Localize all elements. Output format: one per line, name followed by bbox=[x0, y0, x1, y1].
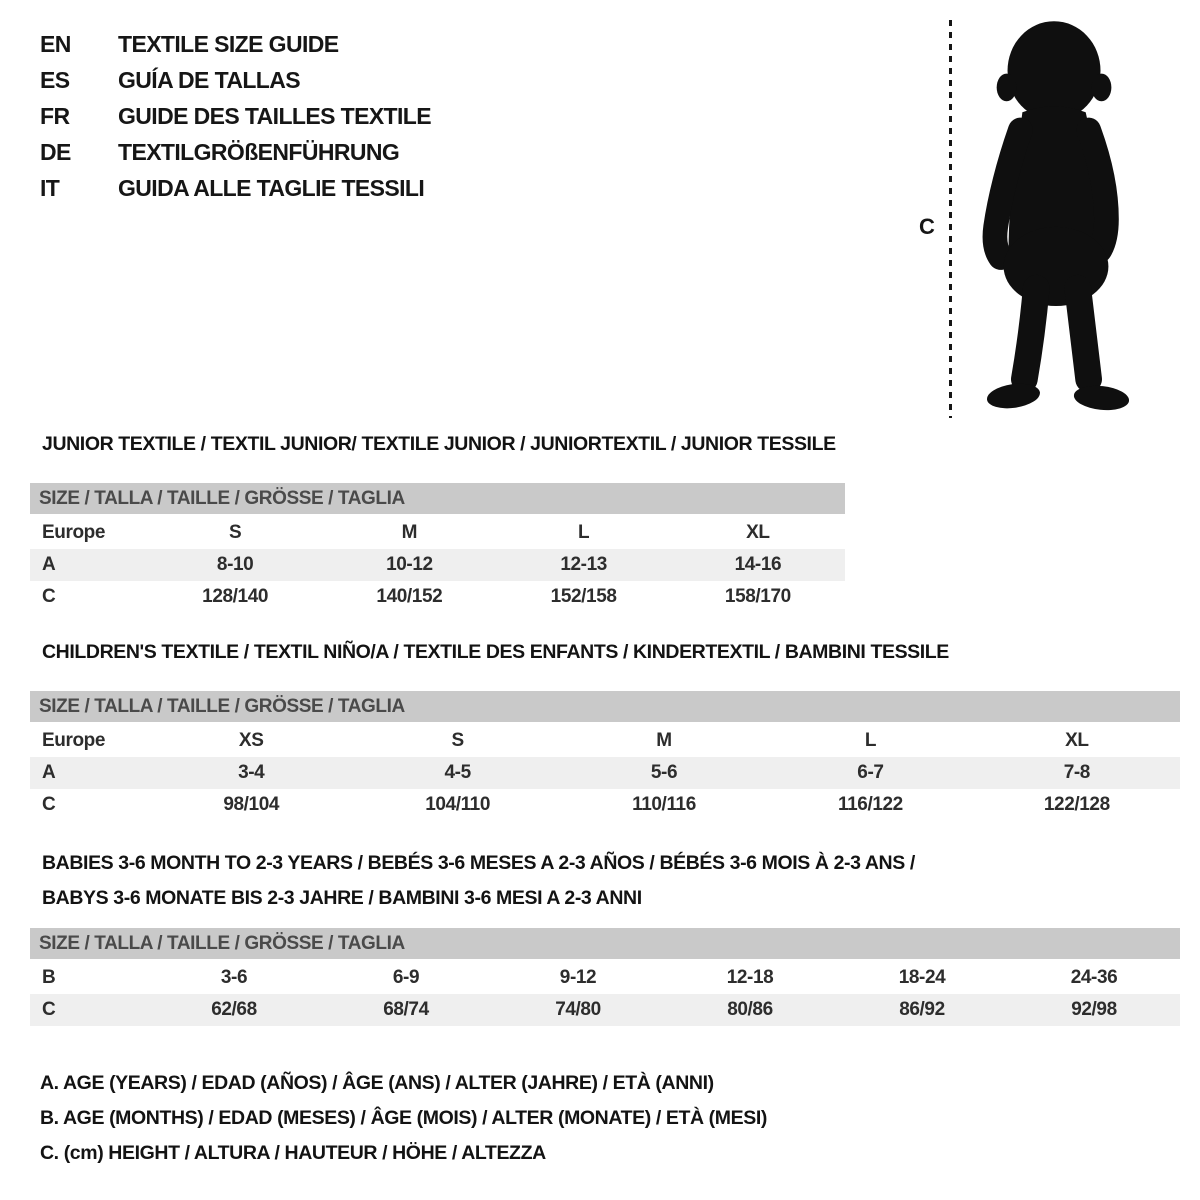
language-code: IT bbox=[40, 174, 60, 201]
size-cell: 158/170 bbox=[724, 586, 791, 607]
language-title: GUIDE DES TAILLES TEXTILE bbox=[118, 102, 431, 129]
size-cell: 5-6 bbox=[650, 762, 678, 783]
row-label: C bbox=[42, 794, 56, 815]
size-table bbox=[30, 483, 845, 613]
section-title-line: CHILDREN'S TEXTILE / TEXTIL NIÑO/A / TEXTILE DES ENFANTS / KINDERTEXTIL / BAMBINI TESSILE bbox=[42, 641, 949, 663]
size-cell: 18-24 bbox=[898, 967, 946, 988]
size-table bbox=[30, 928, 1180, 1026]
size-cell: S bbox=[228, 522, 242, 543]
size-cell: 98/104 bbox=[223, 794, 280, 815]
language-row bbox=[40, 98, 431, 134]
size-cell: 8-10 bbox=[216, 554, 254, 575]
toddler-silhouette-icon bbox=[967, 14, 1145, 422]
table-row-europe bbox=[30, 725, 1180, 757]
size-cell: 7-8 bbox=[1063, 762, 1090, 783]
row-label: C bbox=[42, 586, 56, 607]
section-title-line: JUNIOR TEXTILE / TEXTIL JUNIOR/ TEXTILE JUNIOR / JUNIORTEXTIL / JUNIOR TESSILE bbox=[42, 433, 836, 455]
size-cell: 74/80 bbox=[555, 999, 601, 1020]
size-cell: 92/98 bbox=[1071, 999, 1117, 1020]
language-list bbox=[40, 26, 431, 206]
section-childrens-textile bbox=[30, 640, 1180, 821]
section-babies-textile bbox=[30, 846, 1180, 1026]
size-cell: 4-5 bbox=[444, 762, 471, 783]
language-code: EN bbox=[40, 30, 71, 57]
size-cell: 152/158 bbox=[550, 586, 617, 607]
language-code: DE bbox=[40, 138, 71, 165]
size-cell: 6-9 bbox=[392, 967, 420, 988]
dashed-measure-line bbox=[949, 20, 952, 418]
language-title: TEXTILE SIZE GUIDE bbox=[118, 30, 339, 57]
table-row-a bbox=[30, 757, 1180, 789]
section-title-line: BABIES 3-6 MONTH TO 2-3 YEARS / BEBÉS 3-6 MESES A 2-3 AÑOS / BÉBÉS 3-6 MOIS À 2-3 ANS / bbox=[42, 852, 915, 874]
legend-line: A. AGE (YEARS) / EDAD (AÑOS) / ÂGE (ANS) / ALTER (JAHRE) / ETÀ (ANNI) bbox=[40, 1072, 714, 1094]
size-cell: 24-36 bbox=[1070, 967, 1118, 988]
section-title bbox=[42, 846, 1180, 916]
size-cell: 122/128 bbox=[1043, 794, 1110, 815]
table-row-c bbox=[30, 789, 1180, 821]
size-cell: L bbox=[578, 522, 590, 543]
language-title: TEXTILGRÖßENFÜHRUNG bbox=[118, 138, 400, 165]
language-code: ES bbox=[40, 66, 70, 93]
row-label: B bbox=[42, 967, 56, 988]
size-cell: S bbox=[451, 730, 464, 751]
table-row-a bbox=[30, 549, 845, 581]
language-title: GUIDA ALLE TAGLIE TESSILI bbox=[118, 174, 425, 201]
size-cell: 12-13 bbox=[560, 554, 607, 575]
size-cell: M bbox=[401, 522, 418, 543]
language-title: GUÍA DE TALLAS bbox=[118, 66, 300, 93]
section-title-line: BABYS 3-6 MONATE BIS 2-3 JAHRE / BAMBINI 3-6 MESI A 2-3 ANNI bbox=[42, 887, 642, 909]
size-cell: 6-7 bbox=[857, 762, 884, 783]
size-cell: 9-12 bbox=[559, 967, 597, 988]
size-cell: XS bbox=[238, 730, 264, 751]
table-header-bar: SIZE / TALLA / TAILLE / GRÖSSE / TAGLIA bbox=[30, 483, 845, 514]
language-code: FR bbox=[40, 102, 70, 129]
size-cell: 3-6 bbox=[220, 967, 248, 988]
size-cell: 140/152 bbox=[376, 586, 443, 607]
size-cell: XL bbox=[1065, 730, 1089, 751]
size-table bbox=[30, 691, 1180, 821]
legend-line: B. AGE (MONTHS) / EDAD (MESES) / ÂGE (MOIS) / ALTER (MONATE) / ETÀ (MESI) bbox=[40, 1107, 767, 1129]
height-measure-figure bbox=[905, 12, 1190, 426]
legend-line: C. (cm) HEIGHT / ALTURA / HAUTEUR / HÖHE / ALTEZZA bbox=[40, 1142, 546, 1164]
table-row-c bbox=[30, 581, 845, 613]
section-title bbox=[42, 432, 845, 457]
row-label: C bbox=[42, 999, 56, 1020]
size-cell: 116/122 bbox=[838, 794, 903, 815]
size-cell: 10-12 bbox=[386, 554, 433, 575]
size-cell: 68/74 bbox=[383, 999, 429, 1020]
table-row-europe bbox=[30, 517, 845, 549]
measure-legend bbox=[40, 1066, 767, 1171]
language-row bbox=[40, 26, 431, 62]
row-label: A bbox=[42, 762, 56, 783]
size-cell: 86/92 bbox=[899, 999, 945, 1020]
size-cell: 3-4 bbox=[238, 762, 265, 783]
section-title bbox=[42, 640, 1180, 665]
size-cell: XL bbox=[746, 522, 770, 543]
language-row bbox=[40, 62, 431, 98]
table-row-c bbox=[30, 994, 1180, 1026]
language-row bbox=[40, 170, 431, 206]
size-cell: 110/116 bbox=[632, 794, 696, 815]
measure-c-label: C bbox=[919, 214, 935, 239]
size-cell: M bbox=[656, 730, 672, 751]
language-row bbox=[40, 134, 431, 170]
section-junior-textile bbox=[30, 432, 845, 613]
size-cell: 14-16 bbox=[734, 554, 782, 575]
table-header-bar: SIZE / TALLA / TAILLE / GRÖSSE / TAGLIA bbox=[30, 691, 1180, 722]
size-cell: L bbox=[864, 730, 877, 751]
row-label: Europe bbox=[42, 730, 106, 751]
size-cell: 62/68 bbox=[211, 999, 257, 1020]
size-cell: 12-18 bbox=[726, 967, 774, 988]
size-cell: 128/140 bbox=[202, 586, 269, 607]
table-row-b bbox=[30, 962, 1180, 994]
size-cell: 104/110 bbox=[425, 794, 491, 815]
row-label: A bbox=[42, 554, 56, 575]
table-header-bar: SIZE / TALLA / TAILLE / GRÖSSE / TAGLIA bbox=[30, 928, 1180, 959]
size-cell: 80/86 bbox=[727, 999, 773, 1020]
row-label: Europe bbox=[42, 522, 106, 543]
